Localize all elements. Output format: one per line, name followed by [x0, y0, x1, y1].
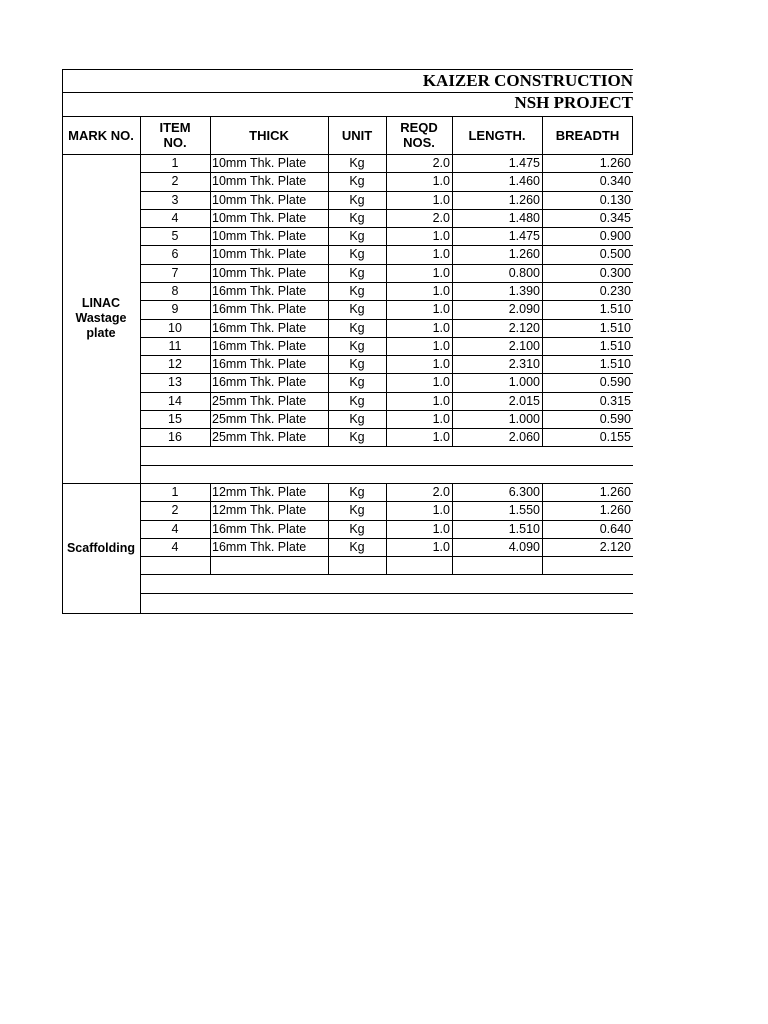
- project-title: NSH PROJECT: [514, 93, 633, 112]
- grid-line: [452, 116, 453, 155]
- cell-unit: Kg: [349, 284, 365, 298]
- grid-line: [62, 154, 63, 484]
- cell-length: 2.060: [508, 430, 540, 444]
- grid-line: [452, 483, 453, 574]
- mark-label: LINAC Wastage plate: [75, 296, 127, 340]
- grid-line: [632, 116, 633, 155]
- cell-length: 2.015: [508, 394, 540, 408]
- spreadsheet-table: [62, 69, 633, 618]
- header-item: ITEM NO.: [159, 120, 191, 150]
- cell-length: 1.550: [508, 503, 540, 517]
- grid-line: [140, 116, 141, 155]
- grid-line: [140, 483, 141, 614]
- header-unit: UNIT: [341, 127, 373, 143]
- cell-reqd: 1.0: [432, 357, 450, 371]
- cell-breadth: 1.510: [599, 339, 631, 353]
- cell-reqd: 1.0: [432, 430, 450, 444]
- grid-line: [328, 154, 329, 446]
- cell-breadth: 0.130: [599, 193, 631, 207]
- cell-item: 14: [168, 394, 182, 408]
- cell-reqd: 1.0: [432, 394, 450, 408]
- cell-thick: 16mm Thk. Plate: [212, 375, 307, 389]
- cell-reqd: 1.0: [432, 284, 450, 298]
- header-breadth: BREADTH: [555, 127, 620, 143]
- cell-reqd: 2.0: [432, 211, 450, 225]
- cell-unit: Kg: [349, 522, 365, 536]
- cell-breadth: 0.900: [599, 229, 631, 243]
- cell-breadth: 1.510: [599, 302, 631, 316]
- cell-item: 9: [171, 302, 179, 316]
- cell-length: 1.475: [508, 229, 540, 243]
- cell-breadth: 0.230: [599, 284, 631, 298]
- cell-unit: Kg: [349, 412, 365, 426]
- cell-thick: 10mm Thk. Plate: [212, 156, 307, 170]
- cell-thick: 16mm Thk. Plate: [212, 540, 307, 554]
- grid-line: [210, 154, 211, 446]
- cell-item: 11: [168, 339, 182, 353]
- grid-line: [62, 69, 633, 70]
- cell-reqd: 1.0: [432, 522, 450, 536]
- grid-line: [328, 483, 329, 574]
- cell-unit: Kg: [349, 430, 365, 444]
- cell-item: 8: [171, 284, 179, 298]
- cell-breadth: 0.640: [599, 522, 631, 536]
- cell-item: 1: [171, 485, 179, 499]
- cell-breadth: 1.260: [599, 485, 631, 499]
- cell-unit: Kg: [349, 174, 365, 188]
- cell-length: 1.460: [508, 174, 540, 188]
- grid-line: [62, 69, 63, 116]
- cell-length: 2.310: [508, 357, 540, 371]
- cell-reqd: 1.0: [432, 412, 450, 426]
- grid-line: [386, 483, 387, 574]
- cell-item: 2: [171, 503, 179, 517]
- header-reqd: REQD NOS.: [400, 120, 438, 150]
- cell-unit: Kg: [349, 394, 365, 408]
- cell-length: 1.480: [508, 211, 540, 225]
- cell-item: 4: [171, 522, 179, 536]
- cell-length: 1.510: [508, 522, 540, 536]
- header-thick: THICK: [249, 127, 289, 143]
- cell-item: 12: [168, 357, 182, 371]
- cell-thick: 25mm Thk. Plate: [212, 394, 307, 408]
- cell-reqd: 1.0: [432, 540, 450, 554]
- cell-breadth: 1.260: [599, 156, 631, 170]
- grid-line: [140, 446, 633, 447]
- cell-thick: 12mm Thk. Plate: [212, 503, 307, 517]
- cell-item: 7: [171, 266, 179, 280]
- cell-unit: Kg: [349, 211, 365, 225]
- grid-line: [140, 593, 633, 594]
- cell-reqd: 1.0: [432, 503, 450, 517]
- cell-breadth: 0.315: [599, 394, 631, 408]
- cell-thick: 10mm Thk. Plate: [212, 193, 307, 207]
- cell-item: 4: [171, 540, 179, 554]
- cell-unit: Kg: [349, 193, 365, 207]
- cell-unit: Kg: [349, 266, 365, 280]
- cell-reqd: 1.0: [432, 321, 450, 335]
- cell-item: 2: [171, 174, 179, 188]
- grid-line: [62, 483, 63, 614]
- grid-line: [542, 154, 543, 446]
- cell-breadth: 1.510: [599, 357, 631, 371]
- cell-reqd: 2.0: [432, 485, 450, 499]
- cell-item: 16: [168, 430, 182, 444]
- cell-reqd: 1.0: [432, 247, 450, 261]
- cell-breadth: 0.155: [599, 430, 631, 444]
- cell-thick: 16mm Thk. Plate: [212, 357, 307, 371]
- cell-item: 5: [171, 229, 179, 243]
- cell-length: 4.090: [508, 540, 540, 554]
- cell-breadth: 0.345: [599, 211, 631, 225]
- grid-line: [210, 483, 211, 574]
- cell-thick: 10mm Thk. Plate: [212, 229, 307, 243]
- cell-thick: 10mm Thk. Plate: [212, 266, 307, 280]
- grid-line: [210, 116, 211, 155]
- cell-length: 1.260: [508, 193, 540, 207]
- cell-thick: 16mm Thk. Plate: [212, 284, 307, 298]
- cell-thick: 16mm Thk. Plate: [212, 522, 307, 536]
- cell-unit: Kg: [349, 485, 365, 499]
- cell-item: 13: [168, 375, 182, 389]
- cell-breadth: 0.340: [599, 174, 631, 188]
- cell-reqd: 1.0: [432, 339, 450, 353]
- header-length: LENGTH.: [468, 127, 526, 143]
- grid-line: [62, 92, 633, 93]
- cell-reqd: 1.0: [432, 174, 450, 188]
- cell-item: 1: [171, 156, 179, 170]
- cell-length: 2.100: [508, 339, 540, 353]
- cell-thick: 25mm Thk. Plate: [212, 430, 307, 444]
- grid-line: [140, 154, 141, 484]
- grid-line: [328, 116, 329, 155]
- cell-unit: Kg: [349, 503, 365, 517]
- cell-unit: Kg: [349, 229, 365, 243]
- cell-item: 6: [171, 247, 179, 261]
- grid-line: [542, 483, 543, 574]
- cell-thick: 10mm Thk. Plate: [212, 211, 307, 225]
- cell-breadth: 0.500: [599, 247, 631, 261]
- grid-line: [140, 574, 633, 575]
- cell-reqd: 1.0: [432, 193, 450, 207]
- cell-reqd: 1.0: [432, 302, 450, 316]
- mark-label: Scaffolding: [66, 540, 136, 555]
- cell-length: 1.475: [508, 156, 540, 170]
- cell-reqd: 1.0: [432, 229, 450, 243]
- cell-unit: Kg: [349, 540, 365, 554]
- header-mark: MARK NO.: [68, 127, 134, 143]
- cell-length: 1.000: [508, 412, 540, 426]
- grid-line: [452, 154, 453, 446]
- cell-thick: 16mm Thk. Plate: [212, 339, 307, 353]
- cell-unit: Kg: [349, 302, 365, 316]
- cell-unit: Kg: [349, 357, 365, 371]
- cell-item: 3: [171, 193, 179, 207]
- cell-length: 1.390: [508, 284, 540, 298]
- cell-breadth: 1.260: [599, 503, 631, 517]
- cell-unit: Kg: [349, 321, 365, 335]
- cell-breadth: 0.590: [599, 375, 631, 389]
- cell-reqd: 1.0: [432, 266, 450, 280]
- cell-breadth: 0.300: [599, 266, 631, 280]
- cell-thick: 25mm Thk. Plate: [212, 412, 307, 426]
- cell-length: 1.000: [508, 375, 540, 389]
- grid-line: [386, 154, 387, 446]
- cell-breadth: 0.590: [599, 412, 631, 426]
- grid-line: [62, 613, 633, 614]
- cell-item: 4: [171, 211, 179, 225]
- cell-thick: 10mm Thk. Plate: [212, 174, 307, 188]
- cell-length: 1.260: [508, 247, 540, 261]
- cell-reqd: 2.0: [432, 156, 450, 170]
- cell-length: 6.300: [508, 485, 540, 499]
- cell-length: 2.090: [508, 302, 540, 316]
- grid-line: [62, 116, 63, 155]
- cell-item: 15: [168, 412, 182, 426]
- grid-line: [62, 116, 633, 117]
- grid-line: [140, 465, 633, 466]
- grid-line: [542, 116, 543, 155]
- cell-unit: Kg: [349, 156, 365, 170]
- cell-item: 10: [168, 321, 182, 335]
- grid-line: [386, 116, 387, 155]
- cell-thick: 16mm Thk. Plate: [212, 321, 307, 335]
- cell-unit: Kg: [349, 247, 365, 261]
- cell-thick: 12mm Thk. Plate: [212, 485, 307, 499]
- cell-unit: Kg: [349, 375, 365, 389]
- cell-length: 0.800: [508, 266, 540, 280]
- cell-breadth: 1.510: [599, 321, 631, 335]
- cell-length: 2.120: [508, 321, 540, 335]
- company-title: KAIZER CONSTRUCTION: [422, 71, 633, 90]
- cell-unit: Kg: [349, 339, 365, 353]
- cell-thick: 16mm Thk. Plate: [212, 302, 307, 316]
- cell-reqd: 1.0: [432, 375, 450, 389]
- cell-breadth: 2.120: [599, 540, 631, 554]
- cell-thick: 10mm Thk. Plate: [212, 247, 307, 261]
